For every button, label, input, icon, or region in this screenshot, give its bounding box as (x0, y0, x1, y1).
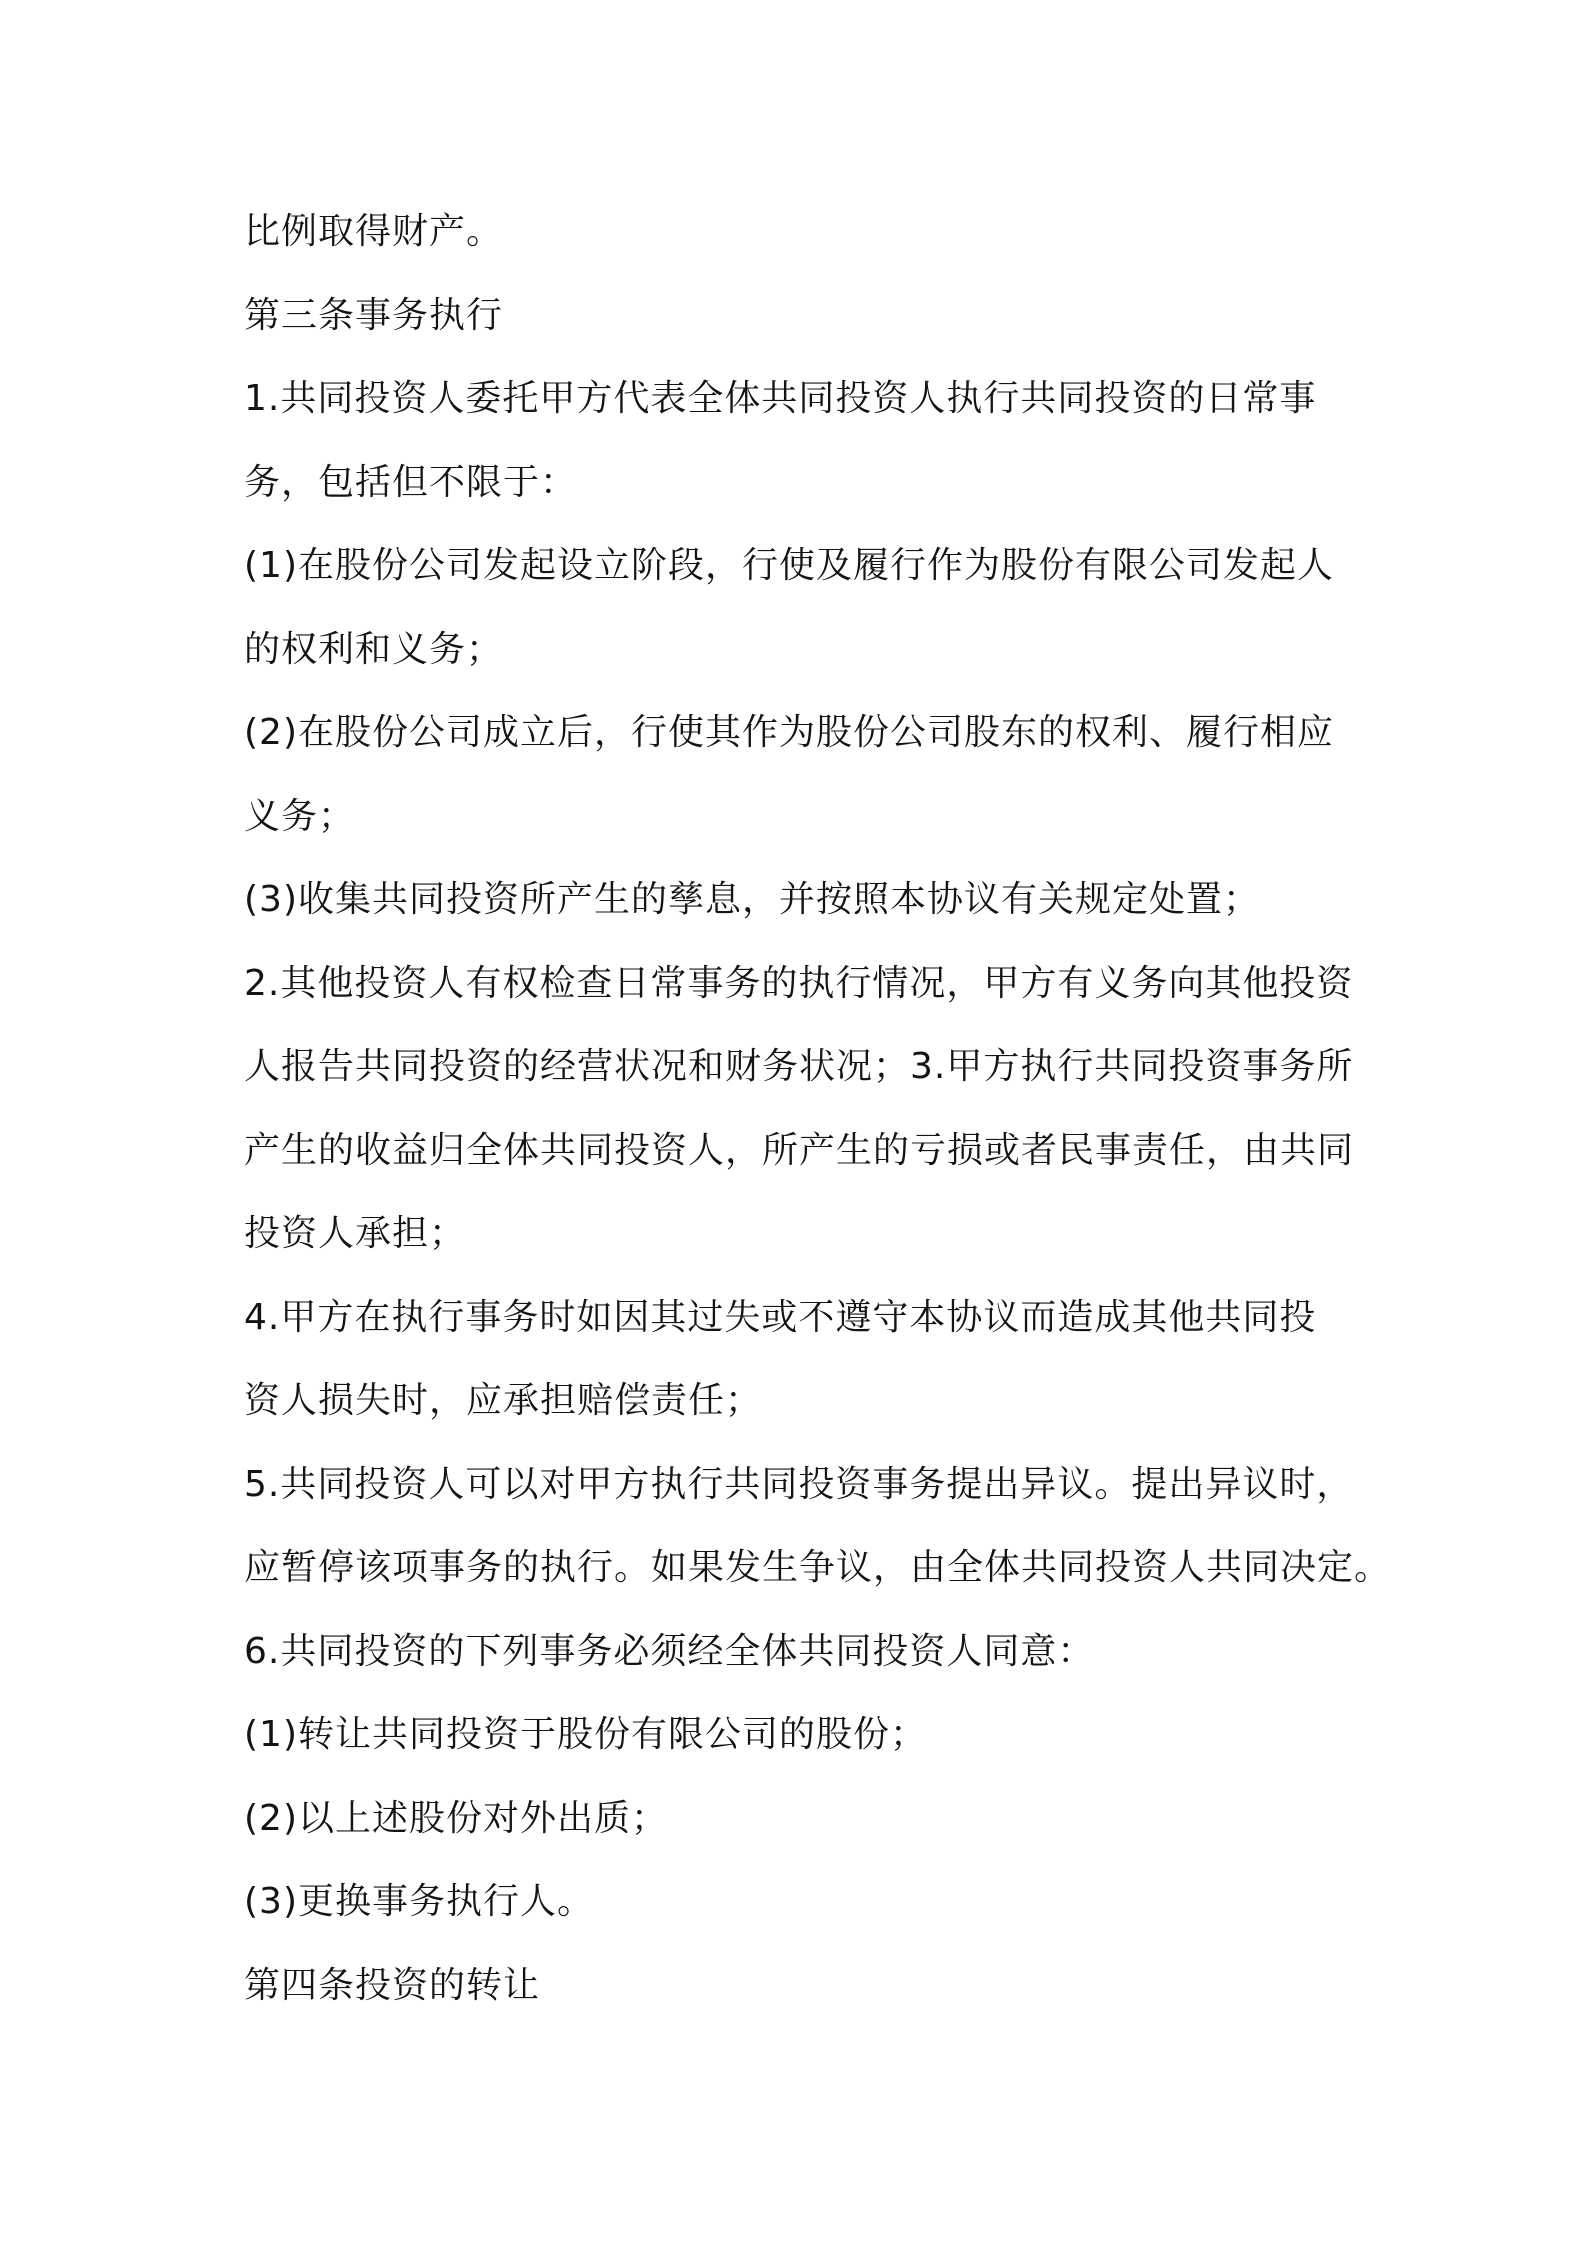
text-line: 的权利和义务； (244, 628, 504, 670)
text-line: 4.甲方在执行事务时如因其过失或不遵守本协议而造成其他共同投 (244, 1296, 1317, 1338)
text-line: 2.其他投资人有权检查日常事务的执行情况，甲方有义务向其他投资 (244, 962, 1354, 1004)
document-body (244, 190, 1392, 2027)
text-line: 产生的收益归全体共同投资人，所产生的亏损或者民事责任，由共同 (244, 1129, 1355, 1171)
text-line: (1)转让共同投资于股份有限公司的股份； (244, 1714, 927, 1755)
text-line: (2)以上述股份对外出质； (244, 1797, 668, 1839)
text-line: 1.共同投资人委托甲方代表全体共同投资人执行共同投资的日常事 (244, 378, 1317, 419)
text-line: 资人损失时，应承担赔偿责任； (244, 1380, 763, 1421)
text-line: (1)在股份公司发起设立阶段，行使及履行作为股份有限公司发起人 (244, 545, 1334, 586)
text-line: 比例取得财产。 (244, 211, 504, 252)
text-line: 义务； (244, 795, 356, 837)
text-line: 务，包括但不限于： (244, 461, 578, 503)
text-line: (3)更换事务执行人。 (244, 1881, 594, 1922)
text-line: 5.共同投资人可以对甲方执行共同投资事务提出异议。提出异议时， (244, 1463, 1354, 1505)
text-line: 人报告共同投资的经营状况和财务状况；3.甲方执行共同投资事务所 (244, 1046, 1354, 1087)
text-line: 应暂停该项事务的执行。如果发生争议，由全体共同投资人共同决定。 (244, 1547, 1392, 1588)
text-line: (3)收集共同投资所产生的孳息，并按照本协议有关规定处置； (244, 879, 1260, 920)
text-line: 6.共同投资的下列事务必须经全体共同投资人同意： (244, 1630, 1095, 1672)
text-line: 投资人承担； (244, 1213, 467, 1254)
section-heading: 第四条投资的转让 (244, 1964, 541, 2006)
text-line: (2)在股份公司成立后，行使其作为股份公司股东的权利、履行相应 (244, 712, 1334, 753)
section-heading: 第三条事务执行 (244, 294, 504, 336)
